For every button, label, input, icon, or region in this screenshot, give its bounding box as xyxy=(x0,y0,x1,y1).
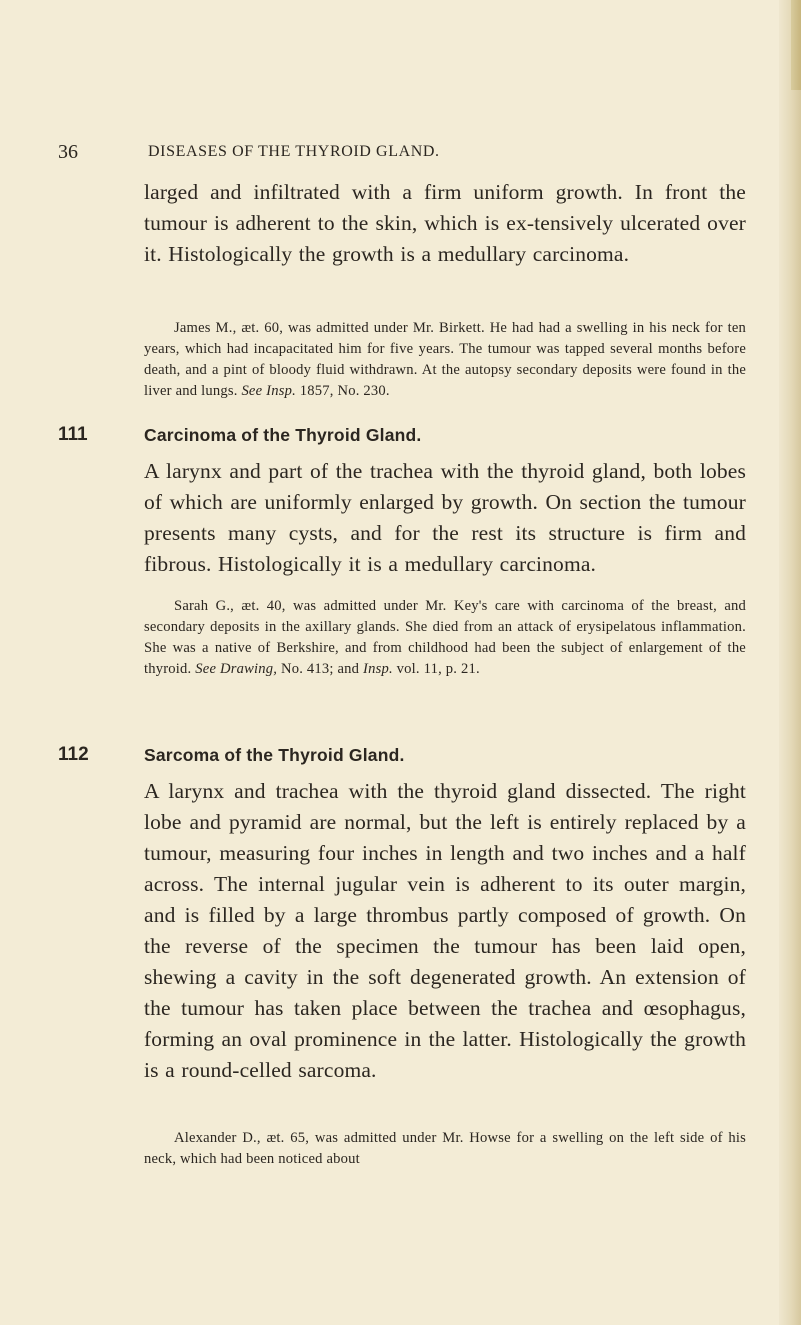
entry-112-description: A larynx and trachea with the thyroid gland dissected. The right lobe and pyramid are normal, but the left is entirely replaced by a tumour, measuring four inches in length and two inches and a half across. The internal jugular vein is adherent to its outer margin, and is filled by a large thrombus partly composed of growth. On the reverse of the specimen the tumour has been laid open, shewing a cavity in the soft degenerated growth. An extension of the tumour has taken place between the trachea and œsophagus, forming an oval prominence in the latter. Histologically the growth is a round-celled sarcoma. xyxy=(144,779,746,1082)
intro-case-note-text: James M., æt. 60, was admitted under Mr. Birkett. He had had a swelling in his neck for ten years, which had incapacitated him for five years. The tumour was tapped several months before death, and a pint of bloody fluid withdrawn. At the autopsy secondary deposits were found in the liver and lungs. xyxy=(144,320,746,399)
page-edge-shadow xyxy=(779,0,801,1325)
entry-title-112: Sarcoma of the Thyroid Gland. xyxy=(144,745,405,765)
intro-case-note-ref-tail: 1857, No. 230. xyxy=(295,383,390,399)
intro-paragraph: larged and infiltrated with a firm uniform growth. In front the tumour is adherent to the skin, which is ex-tensively ulcerated over it. Histologically the growth is a medullary carcinoma. xyxy=(144,180,746,266)
entry-111-case-note xyxy=(144,596,746,680)
page-edge-tab xyxy=(791,0,801,90)
entry-title-111: Carcinoma of the Thyroid Gland. xyxy=(144,425,422,445)
running-head-title: DISEASES OF THE THYROID GLAND. xyxy=(148,143,440,160)
entry-111-ref-drawing-tail: No. 413; and xyxy=(277,661,364,677)
entry-111-ref-insp-tail: vol. 11, p. 21. xyxy=(392,661,480,677)
intro-case-note xyxy=(144,318,746,402)
entry-111-ref-drawing: See Drawing, xyxy=(195,661,278,677)
entry-112-case-note: Alexander D., æt. 65, was admitted under Mr. Howse for a swelling on the left side of his neck, which had been noticed about xyxy=(144,1130,746,1167)
entry-111-ref-insp: Insp. xyxy=(363,661,393,677)
running-header xyxy=(58,141,758,165)
intro-case-note-ref: See Insp. xyxy=(241,383,296,399)
page-number: 36 xyxy=(58,141,78,163)
entry-111-description: A larynx and part of the trachea with the thyroid gland, both lobes of which are uniformly enlarged by growth. On section the tumour presents many cysts, and for the rest its structure is firm and fibrous. Histologically it is a medullary carcinoma. xyxy=(144,459,746,576)
entry-number-111: 111 xyxy=(58,424,88,445)
entry-111-case-note-text: Sarah G., æt. 40, was admitted under Mr. Key's care with carcinoma of the breast, and secondary deposits in the axillary glands. She died from an attack of erysipelatous inflammation. She was a native of Berkshire, and from childhood had been the subject of enlargement of the thyroid. xyxy=(144,598,746,677)
entry-number-112: 112 xyxy=(58,744,89,765)
